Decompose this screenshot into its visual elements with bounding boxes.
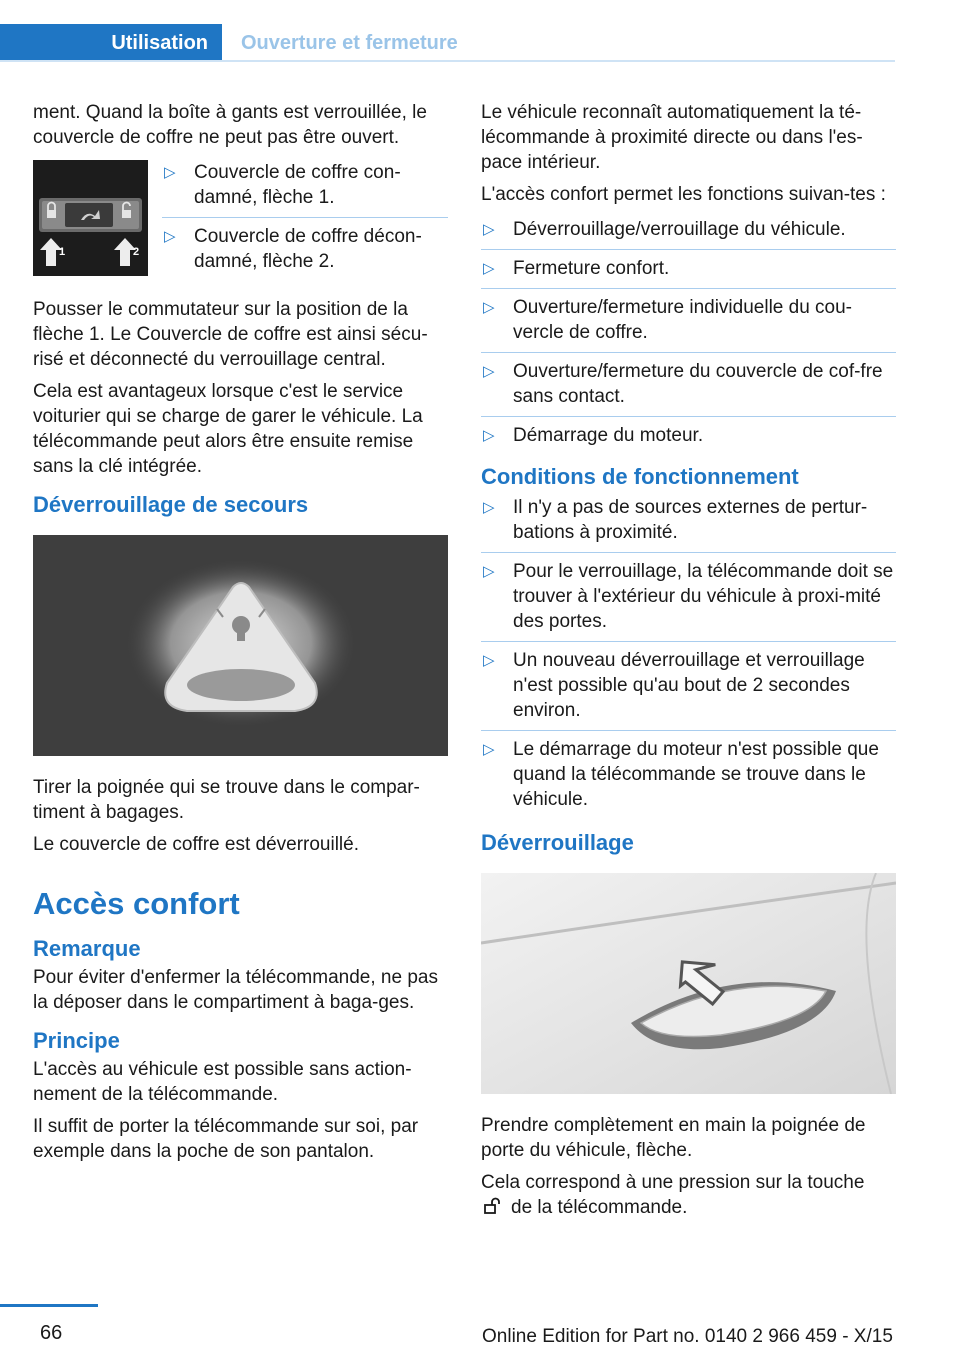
- paragraph: Pousser le commutateur sur la position de la flèche 1. Le Couvercle de coffre est ainsi sécu‐risé et déconnecté du verrouillage central.: [33, 299, 428, 370]
- list-item: ▷ Pour le verrouillage, la télécommande doit se trouver à l'extérieur du véhicule à proxi‐mité des portes.: [481, 559, 896, 642]
- unlock-icon: [481, 1197, 511, 1222]
- paragraph: Cela est avantageux lorsque c'est le service voiturier qui se charge de garer le véhicule. La télécommande peut alors être ensuite remise sans la clé intégrée.: [33, 381, 423, 477]
- triangle-right-icon: ▷: [164, 164, 176, 181]
- edition-info: Online Edition for Part no. 0140 2 966 459 - X/15: [482, 1326, 893, 1347]
- switch-figure-row: [33, 160, 448, 287]
- list-item: ▷ Le démarrage du moteur n'est possible que quand la télécommande se trouve dans le véhicule.: [483, 739, 879, 810]
- heading-acces-confort: Accès confort: [33, 886, 240, 921]
- triangle-right-icon: ▷: [483, 221, 495, 238]
- footer-rule: [0, 1304, 98, 1307]
- right-column: [481, 100, 896, 1229]
- header-rule: [0, 60, 895, 62]
- door-handle-image: [481, 873, 896, 1094]
- paragraph: Prendre complètement en main la poignée de porte du véhicule, flèche.: [481, 1115, 866, 1161]
- emergency-release-handle-image: [33, 535, 448, 756]
- trunk-switch-illustration: [33, 160, 148, 276]
- list-item: ▷ Il n'y a pas de sources externes de pertur‐bations à proximité.: [481, 495, 896, 553]
- heading-remarque: Remarque: [33, 936, 141, 961]
- arrow-label-2: 2: [133, 246, 140, 258]
- paragraph: L'accès au véhicule est possible sans action‐nement de la télécommande.: [33, 1059, 412, 1105]
- paragraph: ment. Quand la boîte à gants est verrouillée, le couvercle de coffre ne peut pas être ouvert.: [33, 102, 427, 148]
- arrow-label-1: 1: [59, 246, 66, 258]
- triangle-right-icon: ▷: [483, 299, 495, 316]
- paragraph: Il suffit de porter la télécommande sur soi, par exemple dans la poche de son pantalon.: [33, 1116, 419, 1162]
- list-item: ▷ Un nouveau déverrouillage et verrouillage n'est possible qu'au bout de 2 secondes environ.: [481, 648, 896, 731]
- list-item: ▷ Fermeture confort.: [481, 256, 896, 289]
- triangle-right-icon: ▷: [483, 260, 495, 277]
- heading-deverrouillage: Déverrouillage: [481, 830, 634, 855]
- list-item: ▷ Ouverture/fermeture du couvercle de cof‐fre sans contact.: [481, 359, 896, 417]
- switch-state-list: [162, 160, 448, 287]
- paragraph: Le couvercle de coffre est déverrouillé.: [33, 834, 359, 855]
- heading-conditions: Conditions de fonctionnement: [481, 464, 799, 489]
- triangle-right-icon: ▷: [164, 228, 176, 245]
- functions-list: [481, 217, 896, 455]
- list-item: ▷ Couvercle de coffre décon‐damné, flèche 2.: [164, 226, 422, 272]
- subsection-tab: Ouverture et fermeture: [241, 32, 458, 54]
- paragraph: Pour éviter d'enfermer la télécommande, ne pas la déposer dans le compartiment à baga‐ges.: [33, 967, 438, 1013]
- list-item: ▷ Déverrouillage/verrouillage du véhicule.: [481, 217, 896, 250]
- list-item: ▷ Couvercle de coffre con‐damné, flèche 1.: [162, 160, 448, 218]
- left-column: [33, 100, 448, 1171]
- trunk-switch-image: [33, 160, 148, 276]
- triangle-right-icon: ▷: [483, 652, 495, 669]
- section-tab: Utilisation: [0, 24, 222, 62]
- paragraph: Le véhicule reconnaît automatiquement la té‐lécommande à proximité directe ou dans l'es‐pace intérieur.: [481, 102, 863, 173]
- paragraph: Tirer la poignée qui se trouve dans le compar‐timent à bagages.: [33, 777, 420, 823]
- triangle-right-icon: ▷: [483, 741, 495, 758]
- conditions-list: [481, 495, 896, 819]
- paragraph: L'accès confort permet les fonctions suivan‐tes :: [481, 184, 886, 205]
- heading-principe: Principe: [33, 1028, 120, 1053]
- triangle-right-icon: ▷: [483, 363, 495, 380]
- triangle-right-icon: ▷: [483, 499, 495, 516]
- list-item: ▷ Ouverture/fermeture individuelle du cou‐vercle de coffre.: [481, 295, 896, 353]
- heading-deverrouillage-secours: Déverrouillage de secours: [33, 492, 309, 517]
- triangle-right-icon: ▷: [483, 563, 495, 580]
- list-item: ▷ Démarrage du moteur.: [483, 425, 704, 446]
- triangle-right-icon: ▷: [483, 427, 495, 444]
- page-number: 66: [40, 1322, 63, 1344]
- paragraph: Cela correspond à une pression sur la touche de la télécommande.: [481, 1170, 896, 1222]
